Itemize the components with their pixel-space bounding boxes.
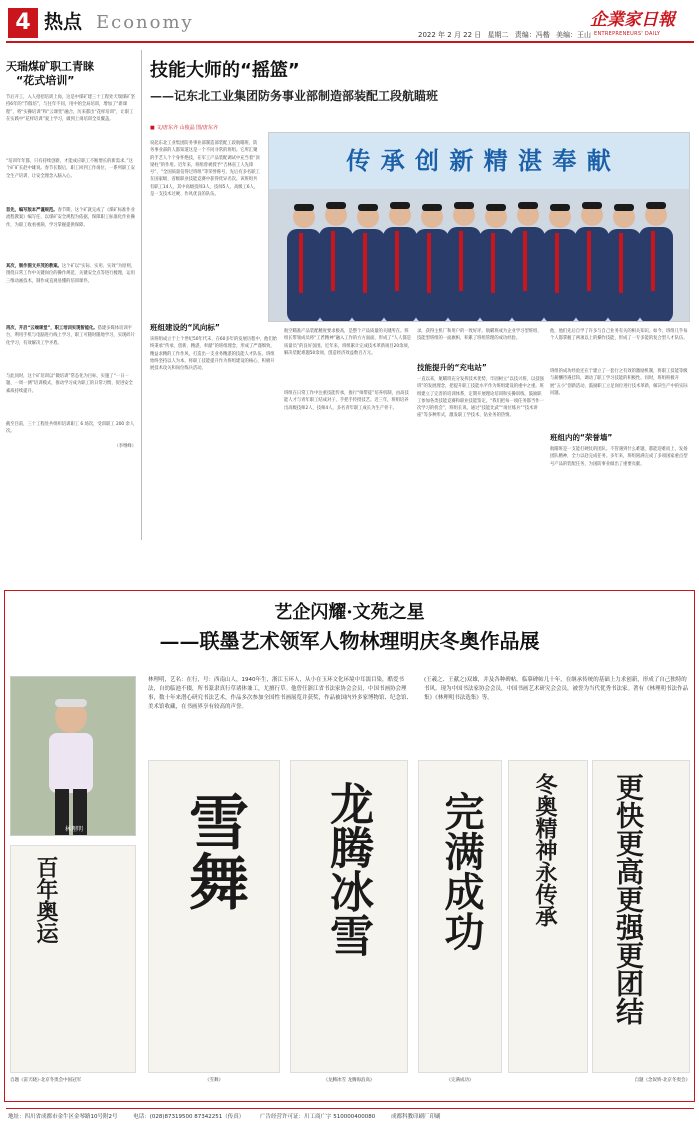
footer — [8, 1112, 692, 1122]
weekday: 星期二 — [487, 31, 509, 39]
calligraphy-2-caption: 《雪舞》 — [205, 1078, 223, 1083]
top-story-headline: 技能大师的“摇篮” — [150, 60, 300, 81]
top-col2b: 班组在日常工作中注重技能传承，推行“师带徒”培养机制，由高技能人才与青年职工结成对子，手把手传授技艺。近三年，班组培养出高级技师2人、技师4人，多名青年职工成长为生产骨干。 — [284, 391, 409, 411]
portrait-figure — [11, 677, 136, 836]
top-col2: 航空瞄准产品装配精度要求极高，是整个产品质量的关键所在。班组长带领成员将“工匠精神”融入工作的方方面面，形成了“人人都是质量员”的良好氛围。近年来，班组累计完成技术革新项目20余项，解决装配难题50余项，创造经济效益数百万元。 — [284, 329, 412, 356]
left-headline-1: 天瑞煤矿职工青睐 — [6, 60, 94, 73]
left-divider — [141, 50, 142, 540]
left-para-4-head: 其次，制作图文并茂的教案。 — [6, 264, 62, 269]
calligraphy-6 — [592, 760, 690, 1073]
designer: 美编：王山 — [556, 31, 592, 39]
calligraphy-6-text: 更快更高更强更团结 — [612, 773, 645, 1025]
calligraphy-6-caption: 自题《念奴娇·北京冬奥会》 — [634, 1078, 690, 1083]
top-col1-sub: 班组建设的“风向标” — [150, 323, 220, 332]
left-para-1: 节后开工，入人招招培训上岗，这是中煤矿建三十工程处天瑞煤矿坚持6年的“节假培”，与往年不同，用中的全局培训，增加了“新课程”、将“实操培训”和“云课堂”融合，历来都出“花样培训”，让职工在实践中“花样培训”爱上学习，做到上岗培训全员覆盖。 — [6, 95, 135, 122]
calligraphy-5-text: 冬奥精神永传承 — [532, 773, 558, 927]
top-col1b: 该班组成立于上个世纪50年代末，在60多年的发展历程中，他们始终秉承“传承、创新、精湛、奉献”的班组理念，形成了严谨细致、精益求精的工作作风，打造出一支业务精湛的技能人才队伍。班组始终坚持以人为本，将职工技能提升作为班组建设的核心，积极开展技术攻关和岗位练兵活动。 — [150, 337, 277, 372]
footer-printer: 成都科教印刷厂印刷 — [391, 1114, 441, 1120]
calligraphy-2-text: 雪舞 — [179, 791, 249, 911]
calligraphy-3-text: 龙腾冰雪 — [322, 781, 373, 957]
left-para-7: 截至目前，三十工程处共组织培训职工 6 场次，受训职工 200 余人次。 — [6, 422, 135, 435]
art-intro-1: 林理明，艺名：在行，号：西南山人，1940年生，浙江玉环人，从小在玉环文化环境中耳濡目染，酷爱书法，自幼临池不辍，所书篆隶真行草诸体兼工，尤擅行草。他曾任浙江省书法家协会会员，中国书画协会理事，数十年来潜心研究书法艺术，作品多次参加全国性书画展览并获奖，作品被国内外多家博物馆、纪念馆、美术馆收藏，在书画界享有较高的声誉。 — [148, 677, 413, 710]
team-photo — [268, 132, 690, 322]
top-col3-sub: 技能提升的“充电站” — [417, 363, 487, 372]
left-para-3-head: 首先，编写版本严谨规范。 — [6, 208, 58, 213]
page-header — [0, 0, 699, 44]
header-info — [418, 30, 591, 40]
calligraphy-4 — [418, 760, 502, 1073]
left-para-3: 春节期，这个矿就完成了《煤矿标准作业流程教案》编写任，以煤矿安全规程为依据，保障职工标准化作业操作，为职工收看视频、学习掌握提供保障。 — [6, 208, 135, 228]
top-col3: 录，获得主机厂和用户的一致好评。航瞄班成为企业学习型班组、技能型班组的一面旗帜，积累了班组管理的成功经验。 — [417, 329, 542, 342]
calligraphy-1 — [10, 845, 136, 1073]
calligraphy-3 — [290, 760, 408, 1073]
left-para-5-head: 再次，开启“云端课堂”，职工培训实现智能化。 — [6, 326, 98, 331]
left-para-6: 与此同时，这个矿培训以“微培训”常态化为目标，实施了“一日一题、一周一测”培训模式，推动学习成为职工的日常习惯，促进安全素质持续提升。 — [6, 374, 133, 394]
footer-phone: 电话：(028)87319500 87342251（传真） — [133, 1114, 245, 1120]
top-col3b: 一直以来，航瞄班充分发挥技术优势，牢固树立“以技兴班、以技强班”的发展理念，把提升职工技能水平作为班组建设的重中之重。班组建立了完善的培训体系，定期开展理论培训和实操训练，鼓励职工参加各类技能竞赛和职业技能鉴定。“我们把每一项任务都当作一次学习的机会”，班组长说。通过“技能比武”“岗位练兵”“技术讲座”等多种形式，激发职工学技术、钻业务的热情。 — [417, 377, 544, 419]
calligraphy-4-text: 完满成功 — [438, 791, 485, 951]
calligraphy-5 — [508, 760, 588, 1073]
left-headline-2: “花式培训” — [16, 74, 75, 87]
top-col1: 说起东北工业集团防务事业部制造部装配工段航瞄班，防务事业部的人都知道这是一个不同寻常的班组。它所汇聚的手艺人个个身怀绝技，在军工产品装配调试中充当着“顶梁柱”的作用。近年来，班组曾被授予“吉林省工人先锋号”、“全国质量信得过班组”等荣誉称号，先后有多名职工在国家级、省级职业技能竞赛中获得优异名次。该班组共有职工14人，其中高级技师3人、技师5人、高级工6人，是一支技术过硬、作风优良的队伍。 — [150, 141, 260, 198]
date-line: 2022 年 2 月 22 日 — [418, 31, 482, 39]
top-col4-sub: 班组内的“荣誉墙” — [550, 433, 613, 442]
left-para-5: 搭建多媒体培训平台，利用手机与电脑进行线上学习，职工可随时随地学习，实现碎片化学习，有效解决工学矛盾。 — [6, 326, 135, 346]
team-photo-figures — [269, 189, 689, 322]
calligraphy-1-text: 百年奥运 — [33, 856, 59, 944]
top-story-byline: ■ 文/唐东齐 山俊晶 图/唐东齐 — [150, 125, 218, 131]
left-para-2: “培训年年都，只有持续创新，才能成应职工不断增长的新需求。”这个矿矿长赵中雄说。春节长假后，职工回到工作岗位，一系列职工安全生产培训，让安全理念入脑入心。 — [6, 159, 135, 179]
photo-banner: 传 承 创 新 精 湛 奉 献 — [269, 133, 689, 189]
calligraphy-4-caption: 《完满成功》 — [446, 1078, 474, 1083]
editor: 责编：冯楷 — [514, 31, 550, 39]
paper-name-en: ENTREPRENEURS' DAILY — [594, 31, 661, 37]
portrait-photo — [10, 676, 136, 836]
paper-name-cn: 企業家日報 — [590, 10, 675, 30]
left-author: （李继峰） — [114, 444, 136, 449]
left-para-4: 这个矿以“实际、实用、实效”为原则，围绕日常工作中关键岗位的操作规范、关键安全点等进行梳理，运用三维动画技术，制作成直观易懂的培训课件。 — [6, 264, 136, 284]
footer-license: 广告经营许可证：川工商广字 510000400080 — [260, 1114, 376, 1120]
art-title-1: 艺企闪耀·文苑之星 — [274, 602, 425, 623]
section-title-en: Economy — [96, 12, 194, 33]
art-intro-2: (王羲之、王献之)双雄，并及各种碑帖。临摹碑帖几十年，在继承传统的基础上力求创新，形成了自己独特的书风。现为中国书法家协会会员，中国书画艺术研究会会员，被誉为当代优秀书法家。著有《林理明书法作品集》《林理明书法选集》等。 — [424, 677, 689, 701]
footer-rule — [6, 1108, 694, 1109]
footer-address: 地址：四川省成都市金牛区金琴路10号附2号 — [8, 1114, 118, 1120]
calligraphy-2 — [148, 760, 280, 1073]
top-col4b: 班组的成功经验还在于建立了一套行之有效的激励机制，将职工技能等级与薪酬待遇挂钩，调动了职工学习技能的积极性。同时，班组积极开展“五小”创新活动，鼓励职工立足岗位进行技术革新，解决生产中的实际问题。 — [550, 369, 688, 396]
header-rule — [6, 41, 694, 43]
art-title-2: ——联墨艺术领军人物林理明庆冬奥作品展 — [159, 629, 540, 653]
top-col4: 他，他们先后自学了许多与自己业务有关的相关知识。如今，班组几乎每个人都掌握了两项以上的操作技能，形成了一专多能的复合型人才队伍。 — [550, 329, 688, 342]
section-title-cn: 热点 — [44, 11, 83, 33]
calligraphy-1-caption: 自题《雷天晓》·北京冬奥会中国冠军 — [10, 1078, 82, 1083]
calligraphy-3-caption: 《龙腾冰雪 龙腾海浪高》 — [323, 1078, 375, 1083]
portrait-caption: 林理明 — [64, 826, 83, 833]
top-col4c: 航瞄班是一支能打硬仗的团队。不管遇到什么难题，都能迎难而上，发扬团队精神，全力以赴完成任务。多年来，班组圆满完成了多项国家重点型号产品的装配任务，为国防事业做出了重要贡献。 — [550, 447, 688, 467]
left-story — [6, 60, 136, 540]
top-story-subheadline: ——记东北工业集团防务事业部制造部装配工段航瞄班 — [150, 89, 439, 103]
page-number-badge: 4 — [8, 8, 38, 38]
